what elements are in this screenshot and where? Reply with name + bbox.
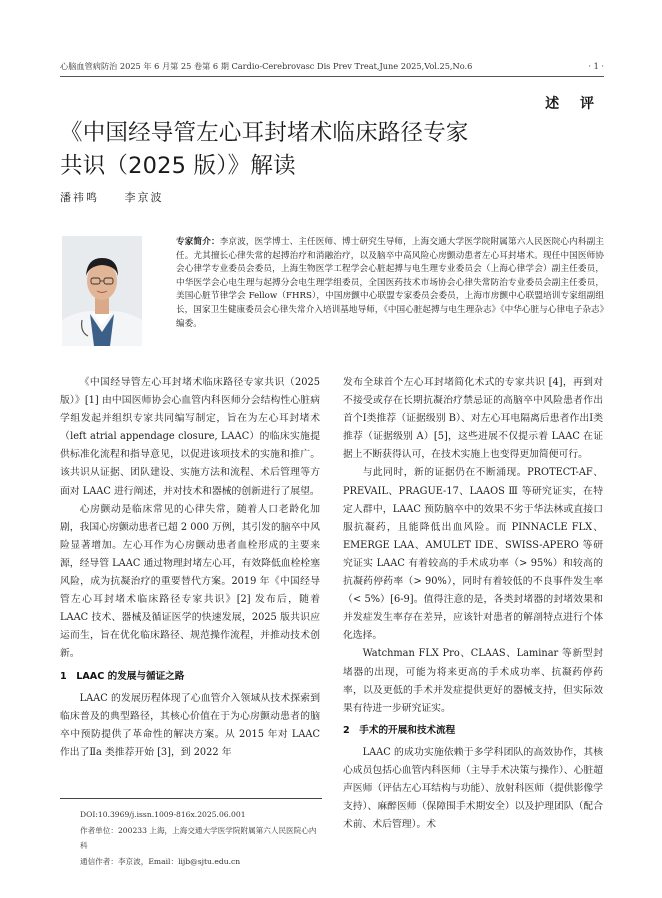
paragraph: 心房颤动是临床常见的心律失常，随着人口老龄化加剧，我国心房颤动患者已超 2 000 万例，其引发的脑卒中风险显著增加。左心耳作为心房颤动患者血栓形成的主要来源，经导管 LAAC 通过物理封堵左心耳，有效降低血栓栓塞风险，成为抗凝治疗的重要替代方案。2019 年《中国经导管左心耳封堵术临床路径专家共识》[2] 发布后，随着 LAAC 技术、器械及循证医学的快速发展，2025 版共识应运而生，旨在优化临床路径、规范操作流程，并推动技术创新。: [60, 503, 320, 660]
journal-info: 心脑血管病防治 2025 年 6 月第 25 卷第 6 期 Cardio-Cerebrovasc Dis Prev Treat,June 2025,Vol.25,No.6: [60, 61, 473, 71]
section-heading: 2 手术的开展和技术流程: [343, 724, 456, 736]
author-name: 李京波: [124, 191, 164, 204]
bio-text: 李京波，医学博士、主任医师、博士研究生导师，上海交通大学医学院附属第六人民医院心内科副主任。尤其擅长心律失常的起搏治疗和消融治疗，以及脑卒中高风险心房颤动患者左心耳封堵术。现任中国医师协会心律学专业委员会委员，上海生物医学工程学会心脏起搏与电生理专业委员会（上海心律学会）副主任委员，中华医学会心电生理与起搏分会电生理学组委员，全国医药技术市场协会心律失常防治专业委员会副主任委员，美国心脏节律学会 Fellow（FHRS），中国房颤中心联盟专家委员会委员，上海市房颤中心联盟培训专家组副组长，国家卫生健康委员会心律失常介入培训基地导师，《中国心脏起搏与电生理杂志》《中华心脏与心律电子杂志》编委。: [176, 237, 604, 329]
expert-bio: [176, 236, 604, 331]
running-header: [60, 60, 604, 77]
author-photo: [62, 236, 142, 346]
footnote: [60, 798, 322, 869]
paragraph: 《中国经导管左心耳封堵术临床路径专家共识（2025 版）》[1] 由中国医师协会心血管内科医师分会结构性心脏病学组发起并组织专家共同编写制定，旨在为左心耳封堵术（left atrial appendage closure, LAAC）的临床实施提供标准化流程和指导意见，以促进该项技术的实施和推广。该共识从证据、团队建设、实施方法和流程、术后管理等方面对 LAAC 进行阐述，并对技术和器械的创新进行了展望。: [60, 377, 320, 497]
paragraph: Watchman FLX Pro、CLAAS、Laminar 等新型封堵器的出现，可能为将来更高的手术成功率、抗凝药停药率，以及更低的手术并发症提供更好的器械支持，但实际效果有待进一步研究证实。: [343, 648, 603, 714]
paragraph: 发布全球首个左心耳封堵简化术式的专家共识 [4]，再到对不接受或存在长期抗凝治疗禁忌证的高脑卒中风险患者作出首个Ⅰ类推荐（证据级别 B）、对左心耳电隔离后患者作出Ⅰ类推荐（证据级别 A）[5]，这些进展不仅提示着 LAAC 在证据上不断获得认可，在技术实施上也变得更加简便可行。: [343, 377, 603, 461]
bio-label: 专家简介：: [176, 237, 220, 247]
portrait-image: [62, 236, 142, 346]
title-line-2: 共识（2025 版）》解读: [60, 153, 296, 179]
section-heading: 1 LAAC 的发展与循证之路: [60, 670, 185, 682]
paragraph: LAAC 的成功实施依赖于多学科团队的高效协作，其核心成员包括心血管内科医师（主导手术决策与操作）、心脏超声医师（评估左心耳结构与功能）、放射科医师（提供影像学支持）、麻醉医师（保障围手术期安全）以及护理团队（配合术前、术后管理）。术: [343, 746, 603, 831]
section-label: 述 评: [545, 96, 602, 112]
title-line-1: 《中国经导管左心耳封堵术临床路径专家: [60, 120, 469, 146]
article-title: [60, 117, 540, 183]
author-affiliation: 作者单位：200233 上海，上海交通大学医学院附属第六人民医院心内科: [80, 825, 317, 850]
paragraph: 与此同时，新的证据仍在不断涌现。PROTECT-AF、PREVAIL、PRAGUE-17、LAAOS Ⅲ 等研究证实，在特定人群中，LAAC 预防脑卒中的效果不劣于华法林或直接口服抗凝药，且能降低出血风险。而 PINNACLE FLX、EMERGE LAA、AMULET IDE、SWISS-APERO 等研究证实 LAAC 有着较高的手术成功率（> 95%）和较高的抗凝药停药率（> 90%），同时有着较低的不良事件发生率（< 5%）[6-9]。值得注意的是，各类封堵器的封堵效果和并发症发生率存在差异，应该针对患者的解剖特点进行个体化选择。: [343, 467, 603, 642]
right-column: [343, 374, 603, 834]
author-list: [60, 189, 184, 205]
paragraph: LAAC 的发展历程体现了心血管介入领域从技术探索到临床普及的典型路径，其核心价值在于为心房颤动患者的脑卒中预防提供了革命性的解决方案。从 2015 年对 LAAC 作出了Ⅱa 类推荐开始 [3]，到 2022 年: [60, 692, 320, 758]
doi: DOI:10.3969/j.issn.1009-816x.2025.06.001: [80, 810, 246, 819]
left-column: [60, 374, 320, 762]
author-name: 潘祎鸣: [60, 191, 99, 204]
page-number: · 1 ·: [588, 61, 604, 71]
corresponding-author: 通信作者：李京波，Email：lijb@sjtu.edu.cn: [80, 856, 241, 866]
